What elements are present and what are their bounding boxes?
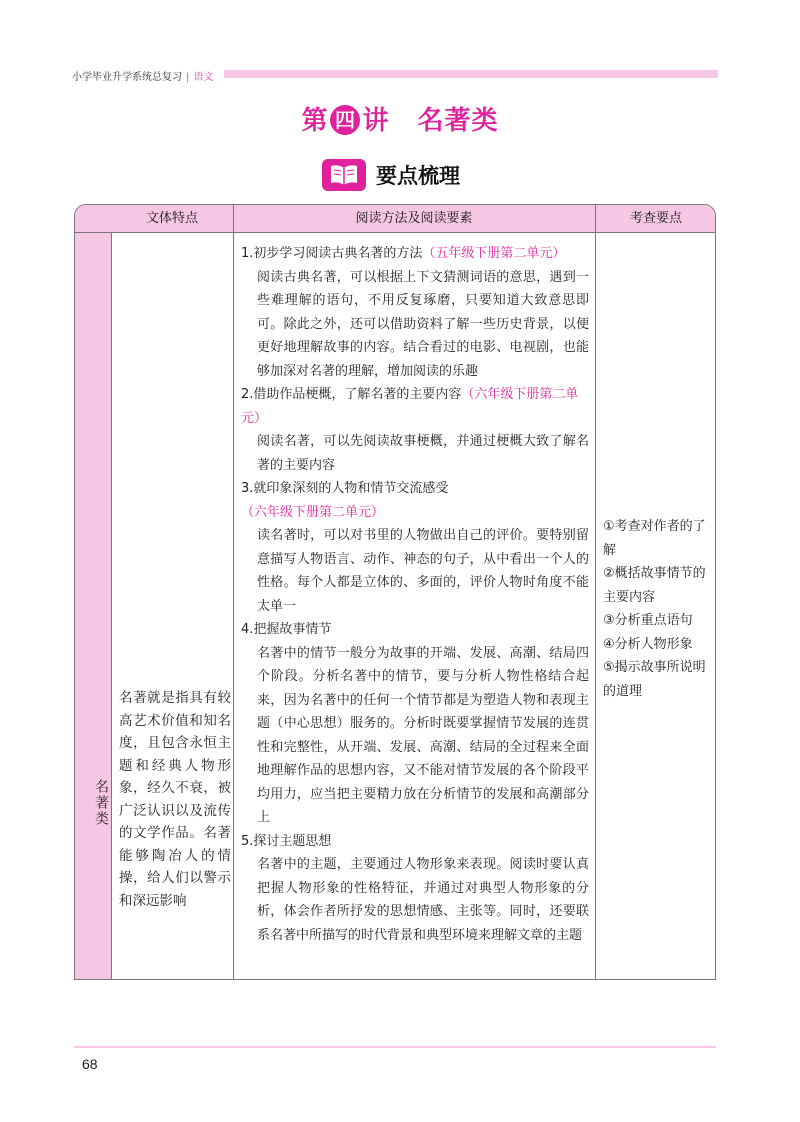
column-divider: [233, 205, 234, 979]
title-circled-number: 四: [330, 105, 360, 135]
method-source: （五年级下册第二单元）: [422, 246, 566, 261]
genre-features-cell: 名著就是指具有较高艺术价值和知名度，且包含永恒主题和经典人物形象，经久不衰，被广泛认识以及流传的文学作品。名著能够陶冶人的情操，给人们以警示和深远影响: [119, 690, 231, 909]
method-source: （六年级下册第二单元）: [241, 504, 385, 520]
exam-point: ③分析重点语句: [603, 613, 693, 628]
book-title: 小学毕业升学系统总复习: [72, 72, 182, 83]
exam-points-cell: [603, 515, 711, 703]
running-header: [72, 68, 213, 83]
header-bar: [224, 70, 718, 78]
method-title: 5.探讨主题思想: [241, 833, 332, 849]
table-header-row: [75, 205, 715, 233]
section-heading: [322, 157, 460, 193]
method-item: [241, 242, 589, 383]
header-points: 考查要点: [629, 211, 682, 226]
footer-rule: [74, 1046, 716, 1048]
method-text: 阅读名著，可以先阅读故事梗概，并通过梗概大致了解名著的主要内容: [257, 434, 589, 473]
exam-point: ②概括故事情节的主要内容: [603, 566, 706, 605]
method-text: 阅读古典名著，可以根据上下文猜测词语的意思，遇到一些难理解的语句，不用反复琢磨，只要知道大致意思即可。除此之外，还可以借助资料了解一些历史背景，以便更好地理解故事的内容。结合看过的电影、电视剧，也能够加深对名著的理解，增加阅读的乐趣: [257, 269, 589, 379]
title-lecture: 讲: [362, 106, 390, 136]
method-text: 名著中的主题，主要通过人物形象来表现。阅读时要认真把握人物形象的性格特征，并通过对典型人物形象的分析，体会作者所抒发的思想情感、主张等。同时，还要联系名著中所描写的时代背景和典型环境来理解文章的主题: [257, 857, 589, 943]
method-item: [241, 477, 589, 618]
method-item: [241, 383, 589, 477]
method-item: [241, 830, 589, 948]
category-column: [75, 233, 111, 979]
summary-table: [74, 204, 716, 980]
method-source: （六年级下册第二单元）: [241, 387, 579, 426]
exam-point: ④分析人物形象: [603, 636, 693, 652]
subject-label: 语文: [193, 72, 214, 83]
title-prefix: 第: [301, 106, 329, 136]
header-methods: 阅读方法及阅读要素: [355, 211, 473, 226]
header-separator: |: [186, 72, 190, 83]
page-title: [0, 100, 800, 137]
column-divider: [111, 233, 112, 979]
exam-point: ⑤揭示故事所说明的道理: [603, 660, 706, 699]
column-divider: [595, 205, 596, 979]
method-item: [241, 618, 589, 830]
category-label: 名著类: [93, 779, 109, 827]
method-title: 2.借助作品梗概，了解名著的主要内容（六年级下册第二单元）: [241, 387, 579, 426]
page-number: 68: [82, 1056, 98, 1072]
method-title: 1.初步学习阅读古典名著的方法（五年级下册第二单元）: [241, 246, 566, 261]
header-features: 文体特点: [145, 211, 198, 226]
open-book-icon: [322, 159, 366, 191]
exam-point: ①考查对作者的了解: [603, 519, 706, 558]
title-topic: 名著类: [417, 106, 499, 136]
method-text: 名著中的情节一般分为故事的开端、发展、高潮、结局四个阶段。分析名著中的情节，要与分析人物性格结合起来，因为名著中的任何一个情节都是为塑造人物和表现主题（中心思想）服务的。分析时既要掌握情节发展的连贯性和完整性，从开端、发展、高潮、结局的全过程来全面地理解作品的思想内容，又不能对情节发展的各个阶段平均用力，应当把主要精力放在分析情节的发展和高潮部分上: [257, 645, 589, 825]
reading-methods-cell: [241, 242, 589, 947]
method-text: 读名著时，可以对书里的人物做出自己的评价。要特别留意描写人物语言、动作、神态的句子，从中看出一个人的性格。每个人都是立体的、多面的，评价人物时角度不能太单一: [257, 528, 589, 614]
method-title: 3.就印象深刻的人物和情节交流感受（六年级下册第二单元）: [241, 481, 449, 520]
section-label: 要点梳理: [376, 164, 460, 188]
method-title: 4.把握故事情节: [241, 622, 332, 637]
